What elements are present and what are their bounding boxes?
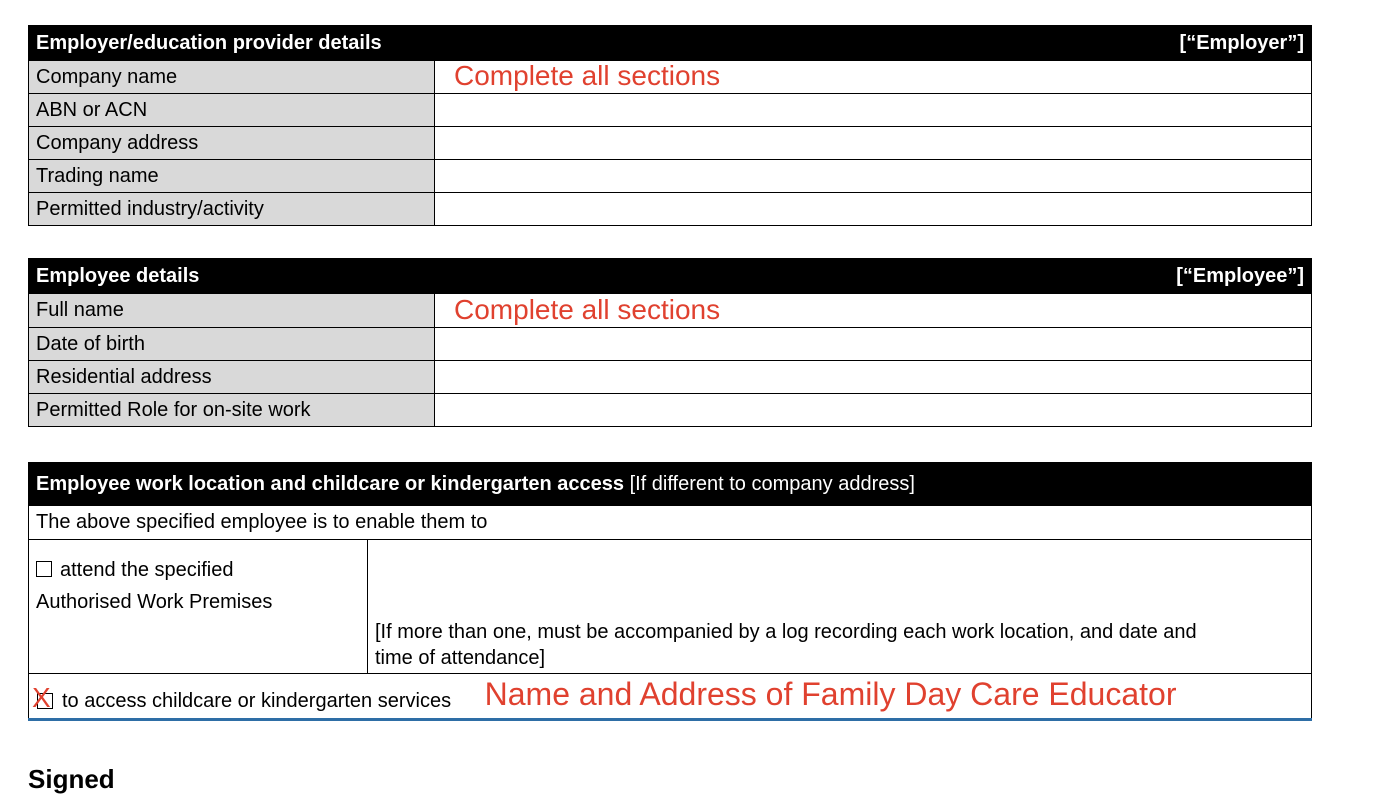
employee-details-table	[28, 258, 1312, 427]
dob-field[interactable]	[435, 328, 1312, 361]
trading-name-field[interactable]	[435, 160, 1312, 193]
location-section-title: Employee work location and childcare or kindergarten access	[36, 472, 624, 495]
employer-fill-note: Complete all sections	[454, 60, 721, 91]
employer-details-table	[28, 25, 1312, 226]
field-label-dob: Date of birth	[29, 328, 435, 361]
field-label-residential-address: Residential address	[29, 361, 435, 394]
field-label-full-name: Full name	[29, 294, 435, 328]
location-section-header	[29, 463, 1312, 506]
field-label-abn: ABN or ACN	[29, 94, 435, 127]
next-section-title: Signed	[28, 764, 115, 794]
full-name-field[interactable]	[435, 294, 1312, 328]
childcare-fill-note[interactable]: Name and Address of Family Day Care Educator	[484, 675, 1177, 712]
employee-fill-note: Complete all sections	[454, 293, 721, 325]
industry-field[interactable]	[435, 193, 1312, 226]
option1-note-line2: time of attendance]	[375, 647, 546, 669]
option-childcare	[29, 674, 1312, 720]
location-section-note: [If different to company address]	[629, 472, 915, 495]
employee-section-header	[29, 259, 1312, 294]
company-address-field[interactable]	[435, 127, 1312, 160]
location-intro: The above specified employee is to enable them to	[29, 506, 1312, 540]
field-label-company-address: Company address	[29, 127, 435, 160]
work-premises-field[interactable]	[368, 540, 1312, 674]
employer-section-title: Employer/education provider details	[36, 31, 382, 54]
employer-section-header	[29, 26, 1312, 61]
field-label-company-name: Company name	[29, 61, 435, 94]
field-label-permitted-role: Permitted Role for on-site work	[29, 394, 435, 427]
option-work-premises	[29, 540, 368, 674]
company-name-field[interactable]	[435, 61, 1312, 94]
residential-address-field[interactable]	[435, 361, 1312, 394]
employee-section-title: Employee details	[36, 264, 200, 287]
abn-field[interactable]	[435, 94, 1312, 127]
option1-label-line2: Authorised Work Premises	[36, 591, 273, 613]
option1-note-line1: [If more than one, must be accompanied by a log recording each work location, and date and	[375, 621, 1197, 643]
employee-tag: [“Employee”]	[1176, 264, 1304, 287]
work-location-table	[28, 462, 1312, 721]
option2-label: to access childcare or kindergarten services	[62, 689, 452, 712]
childcare-checkbox[interactable]	[32, 681, 54, 713]
option1-label-line1: attend the specified	[60, 559, 234, 581]
permitted-role-field[interactable]	[435, 394, 1312, 427]
work-premises-checkbox[interactable]	[36, 561, 52, 577]
employer-tag: [“Employer”]	[1179, 31, 1304, 54]
field-label-trading-name: Trading name	[29, 160, 435, 193]
checked-x-mark: X	[32, 681, 51, 713]
field-label-industry: Permitted industry/activity	[29, 193, 435, 226]
